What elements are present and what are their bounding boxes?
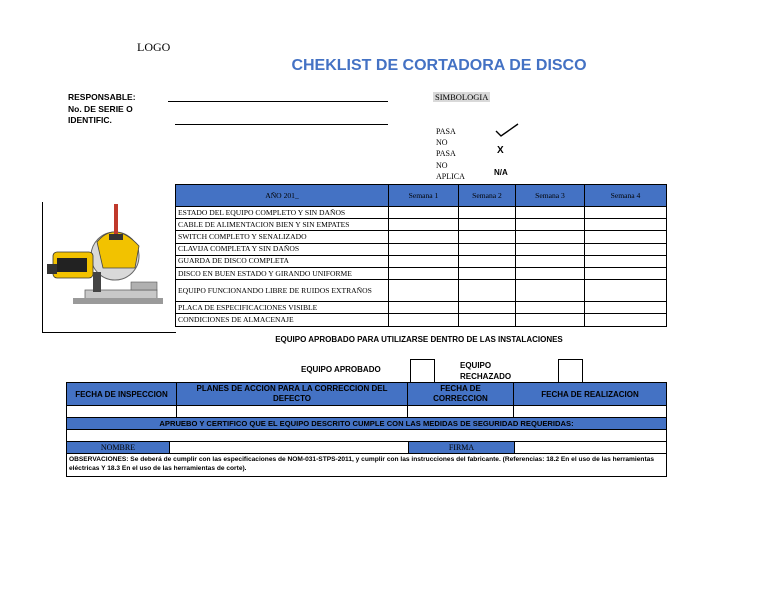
table-row: [176, 207, 667, 219]
item-label: CLAVIJA COMPLETA Y SIN DAÑOS: [176, 243, 389, 255]
check-cell[interactable]: [516, 302, 585, 314]
check-cell[interactable]: [585, 255, 667, 267]
legend-no-pasa-1: NO: [436, 138, 448, 147]
nombre-label: NOMBRE: [66, 441, 170, 454]
check-cell[interactable]: [389, 302, 459, 314]
check-cell[interactable]: [585, 267, 667, 279]
serie-label-1: No. DE SERIE O: [68, 104, 133, 114]
planes-accion-line-2: DEFECTO: [272, 394, 312, 403]
table-row: [176, 302, 667, 314]
check-cell[interactable]: [459, 314, 516, 326]
item-label: GUARDA DE DISCO COMPLETA: [176, 255, 389, 267]
week-header: Semana 2: [459, 185, 516, 207]
check-cell[interactable]: [516, 207, 585, 219]
check-cell[interactable]: [459, 302, 516, 314]
check-cell[interactable]: [516, 219, 585, 231]
check-cell[interactable]: [516, 280, 585, 302]
saw-image-frame: [42, 202, 176, 333]
check-cell[interactable]: [389, 219, 459, 231]
table-row: [176, 255, 667, 267]
week-header: Semana 3: [516, 185, 585, 207]
check-cell[interactable]: [389, 280, 459, 302]
rejected-label-2: RECHAZADO: [460, 372, 512, 381]
checklist-table: [175, 184, 667, 327]
check-cell[interactable]: [459, 243, 516, 255]
week-header: Semana 4: [585, 185, 667, 207]
check-cell[interactable]: [389, 243, 459, 255]
item-label: PLACA DE ESPECIFICACIONES VISIBLE: [176, 302, 389, 314]
fecha-realizacion-header: FECHA DE REALIZACION: [513, 382, 667, 406]
check-cell[interactable]: [585, 231, 667, 243]
check-cell[interactable]: [389, 255, 459, 267]
approved-checkbox[interactable]: [410, 359, 435, 383]
check-cell[interactable]: [585, 302, 667, 314]
check-cell[interactable]: [459, 255, 516, 267]
legend-no-aplica-1: NO: [436, 161, 448, 170]
check-cell[interactable]: [389, 207, 459, 219]
table-row: [176, 219, 667, 231]
week-header: Semana 1: [389, 185, 459, 207]
check-cell[interactable]: [516, 255, 585, 267]
certification-banner: APRUEBO Y CERTIFICO QUE EL EQUIPO DESCRITO CUMPLE CON LAS MEDIDAS DE SEGURIDAD REQUERIDAS:: [66, 417, 667, 430]
check-cell[interactable]: [459, 207, 516, 219]
fecha-correccion-line-2: CORRECCION: [433, 394, 488, 403]
check-cell[interactable]: [585, 280, 667, 302]
table-row: [176, 280, 667, 302]
fecha-correccion-line-1: FECHA DE: [440, 384, 481, 393]
check-cell[interactable]: [585, 314, 667, 326]
serie-field[interactable]: [175, 124, 388, 125]
simbologia-label: SIMBOLOGIA: [435, 92, 489, 102]
fecha-correccion-header: [407, 382, 514, 406]
approved-label: EQUIPO APROBADO: [301, 365, 381, 374]
page-title: CHEKLIST DE CORTADORA DE DISCO: [291, 57, 587, 74]
cut-off-saw-image: [43, 202, 176, 332]
planes-accion-header: [176, 382, 408, 406]
check-cell[interactable]: [389, 231, 459, 243]
table-row: [176, 243, 667, 255]
check-cell[interactable]: [585, 207, 667, 219]
item-label: CABLE DE ALIMENTACION BIEN Y SIN EMPATES: [176, 219, 389, 231]
item-label: CONDICIONES DE ALMACENAJE: [176, 314, 389, 326]
check-cell[interactable]: [389, 267, 459, 279]
serie-label-2: IDENTIFIC.: [68, 115, 112, 125]
responsable-field[interactable]: [168, 101, 388, 102]
table-row: [176, 231, 667, 243]
planes-accion-line-1: PLANES DE ACCION PARA LA CORRECCION DEL: [196, 384, 388, 393]
check-icon: [494, 122, 520, 138]
check-cell[interactable]: [459, 267, 516, 279]
fecha-inspeccion-header: FECHA DE INSPECCION: [66, 382, 177, 406]
check-cell[interactable]: [459, 231, 516, 243]
year-header: AÑO 201_: [176, 185, 389, 207]
check-cell[interactable]: [516, 231, 585, 243]
legend-no-aplica-2: APLICA: [436, 172, 465, 181]
rejected-label-1: EQUIPO: [460, 361, 492, 370]
rejected-checkbox[interactable]: [558, 359, 583, 383]
check-cell[interactable]: [389, 314, 459, 326]
item-label: ESTADO DEL EQUIPO COMPLETO Y SIN DAÑOS: [176, 207, 389, 219]
legend-no-pasa-2: PASA: [436, 149, 456, 158]
x-symbol: X: [497, 145, 504, 156]
responsable-label: RESPONSABLE:: [68, 92, 136, 102]
check-cell[interactable]: [516, 243, 585, 255]
check-cell[interactable]: [585, 219, 667, 231]
na-symbol: N/A: [494, 168, 508, 177]
legend-pasa: PASA: [436, 127, 456, 136]
check-cell[interactable]: [585, 243, 667, 255]
item-label: DISCO EN BUEN ESTADO Y GIRANDO UNIFORME: [176, 267, 389, 279]
item-label: EQUIPO FUNCIONANDO LIBRE DE RUIDOS EXTRAÑOS: [176, 280, 389, 302]
approval-banner: EQUIPO APROBADO PARA UTILIZARSE DENTRO DE LAS INSTALACIONES: [275, 335, 563, 344]
firma-label: FIRMA: [408, 441, 515, 454]
table-row: [176, 267, 667, 279]
check-cell[interactable]: [459, 219, 516, 231]
observaciones-box: OBSERVACIONES: Se deberá de cumplir con las especificaciones de NOM-031-STPS-2011, y cumplir con las instrucciones del fabricante. (Referencias: 18.2 En el uso de las herramientas eléctricas Y 18.3 En el uso de las herramientas de corte).: [66, 453, 667, 477]
check-cell[interactable]: [459, 280, 516, 302]
logo-placeholder: LOGO: [137, 40, 171, 54]
table-row: [176, 314, 667, 326]
check-cell[interactable]: [516, 314, 585, 326]
check-cell[interactable]: [516, 267, 585, 279]
item-label: SWITCH COMPLETO Y SENALIZADO: [176, 231, 389, 243]
